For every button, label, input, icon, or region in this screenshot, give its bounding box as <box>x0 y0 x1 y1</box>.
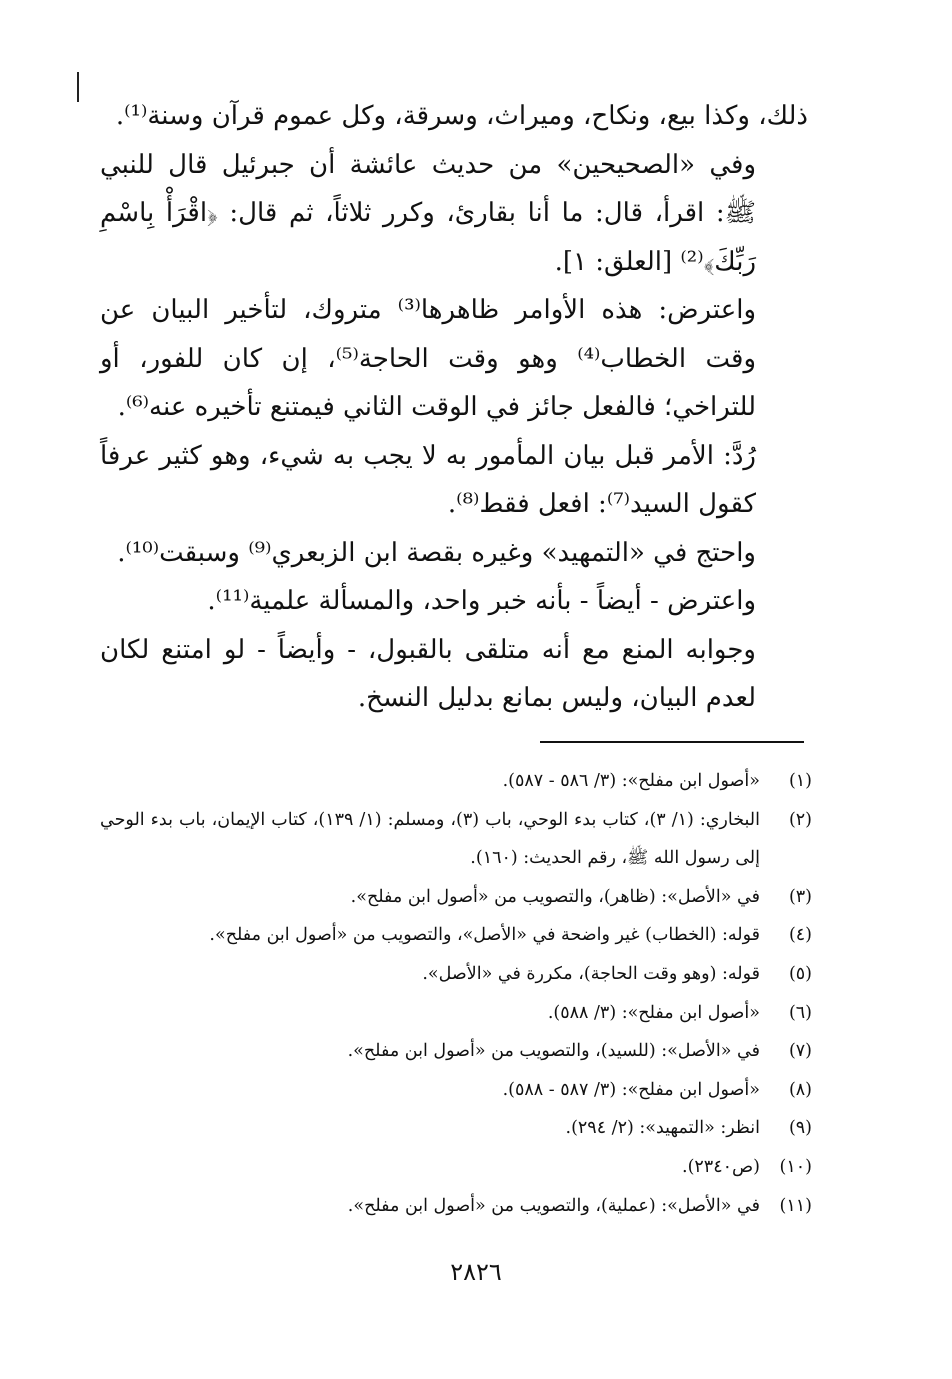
footnote-text: في «الأصل»: (للسيد)، والتصويب من «أصول ابن مفلح». <box>347 1041 760 1062</box>
footnotes <box>100 762 812 1225</box>
footnote <box>100 1032 812 1071</box>
footnote <box>100 994 812 1033</box>
footnote-text: في «الأصل»: (ظاهر)، والتصويب من «أصول ابن مفلح». <box>350 886 760 907</box>
margin-mark <box>77 72 79 102</box>
footnote-text: قوله: (الخطاب) غير واضحة في «الأصل»، والتصويب من «أصول ابن مفلح». <box>209 925 760 946</box>
footnote-text: في «الأصل»: (عملية)، والتصويب من «أصول ابن مفلح». <box>347 1195 760 1216</box>
paragraph: واحتج في «التمهيد» وغيره بقصة ابن الزبعري⁽⁹⁾ وسبقت⁽¹⁰⁾. <box>117 537 756 568</box>
footnote-text: «أصول ابن مفلح»: (٣/ ٥٨٨). <box>547 1002 760 1023</box>
paragraph: رُدَّ: الأمر قبل بيان المأمور به لا يجب به شيء، وهو كثير عرفاً كقول السيد⁽⁷⁾: افعل فقط⁽⁸⁾. <box>100 440 756 519</box>
footnote-text: «أصول ابن مفلح»: (٣/ ٥٨٦ - ٥٨٧). <box>502 771 760 791</box>
footnote <box>100 878 812 917</box>
footnote-number: (٩) <box>788 1118 812 1139</box>
page-number: ٢٨٢٦ <box>450 1258 502 1286</box>
footnote-number: (١٠) <box>779 1156 812 1177</box>
footnote-number: (٨) <box>788 1079 812 1100</box>
footnote-number: (٤) <box>788 925 812 946</box>
footnote-text: قوله: (وهو وقت الحاجة)، مكررة في «الأصل». <box>422 963 760 984</box>
main-text <box>100 92 808 723</box>
footnote-text: انظر: «التمهيد»: (٢/ ٢٩٤). <box>565 1118 760 1139</box>
footnote-number: (١) <box>788 771 812 791</box>
footnote-number: (٢) <box>788 809 812 830</box>
paragraph: ذلك، وكذا بيع، ونكاح، وميراث، وسرقة، وكل عموم قرآن وسنة⁽¹⁾. <box>115 101 808 131</box>
paragraph: وجوابه المنع مع أنه متلقى بالقبول، - وأيضاً - لو امتنع لكان لعدم البيان، وليس بمانع بدليل النسخ. <box>100 634 756 713</box>
footnote <box>100 1148 812 1187</box>
footnote-number: (١١) <box>779 1195 812 1216</box>
footnote-text: (ص٢٣٤٠). <box>682 1156 760 1177</box>
footnote-separator <box>540 741 804 743</box>
footnote <box>100 1109 812 1148</box>
paragraph: واعترض - أيضاً - بأنه خبر واحد، والمسألة علمية⁽¹¹⁾. <box>207 586 756 616</box>
footnote-text: «أصول ابن مفلح»: (٣/ ٥٨٧ - ٥٨٨). <box>502 1079 760 1100</box>
footnote <box>100 1187 812 1226</box>
footnote <box>100 955 812 994</box>
footnote <box>100 916 812 955</box>
footnote-text: البخاري: (١/ ٣)، كتاب بدء الوحي، باب (٣)، ومسلم: (١/ ١٣٩)، كتاب الإيمان، باب بدء الوحي إلى رسول الله ﷺ، رقم الحديث: (١٦٠). <box>100 809 760 869</box>
footnote-number: (٦) <box>788 1002 812 1023</box>
footnote-number: (٣) <box>788 886 812 907</box>
footnote <box>100 1071 812 1110</box>
paragraph: وفي «الصحيحين» من حديث عائشة أن جبرئيل قال للنبي ﷺ: اقرأ، قال: ما أنا بقارئ، وكرر ثلاثاً، ثم قال: ﴿اقْرَأْ بِاسْمِ رَبِّكَ﴾⁽²⁾ [العلق: ١]. <box>100 149 756 277</box>
footnote <box>100 762 812 801</box>
footnote <box>100 801 812 878</box>
paragraph: واعترض: هذه الأوامر ظاهرها⁽³⁾ متروك، لتأخير البيان عن وقت الخطاب⁽⁴⁾ وهو وقت الحاجة⁽⁵⁾، إن كان للفور، أو للتراخي؛ فالفعل جائز في الوقت الثاني فيمتنع تأخيره عنه⁽⁶⁾. <box>100 295 757 422</box>
footnote-number: (٧) <box>788 1041 812 1062</box>
footnote-number: (٥) <box>788 963 812 984</box>
